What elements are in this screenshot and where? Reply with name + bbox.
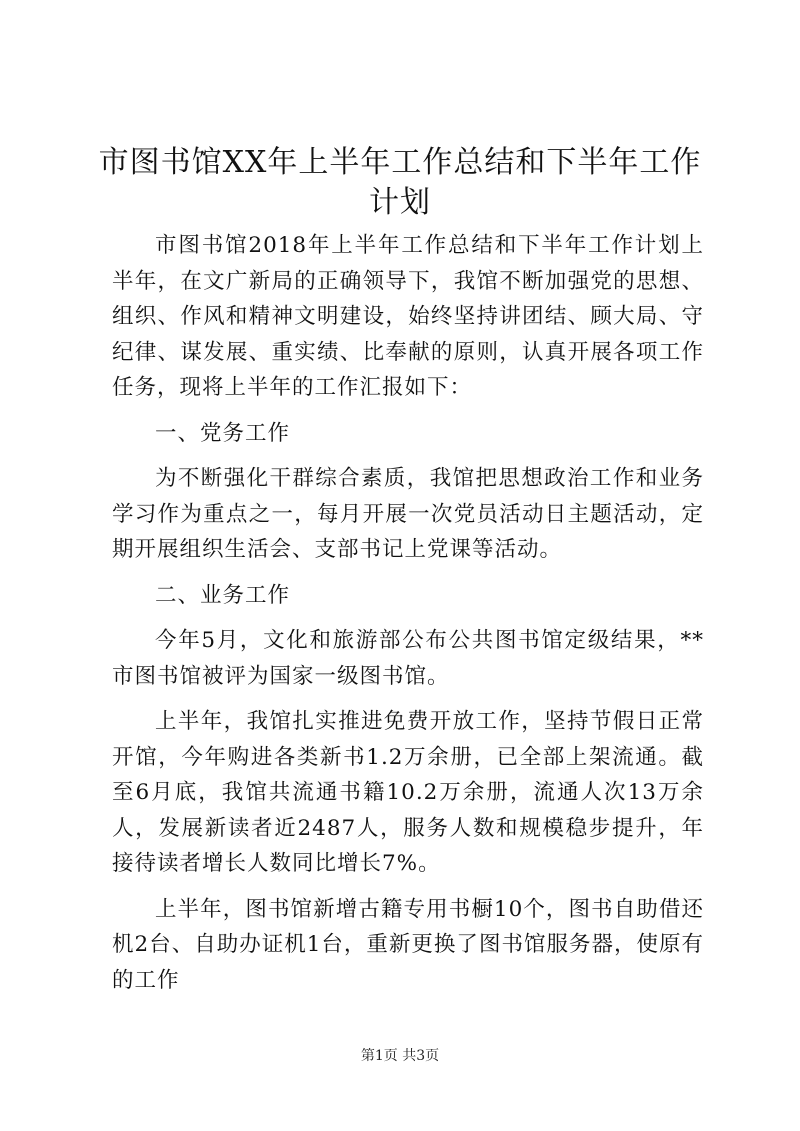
- document-body: [112, 228, 704, 1008]
- page-number-footer: 第1页 共3页: [360, 1048, 440, 1064]
- paragraph-free-opening: 上半年，我馆扎实推进免费开放工作，坚持节假日正常开馆，今年购进各类新书1.2万余册，已全部上架流通。截至6月底，我馆共流通书籍10.2万余册，流通人次13万余人，发展新读者近2487人，服务人数和规模稳步提升，年接待读者增长人数同比增长7%。: [112, 709, 704, 876]
- paragraph-library-rating: 今年5月，文化和旅游部公布公共图书馆定级结果，**市图书馆被评为国家一级图书馆。: [112, 628, 704, 689]
- document-title-line-1: 市图书馆XX年上半年工作总结和下半年工作: [98, 145, 702, 180]
- document-title-line-2: 计划: [369, 185, 431, 220]
- paragraph-intro: 市图书馆2018年上半年工作总结和下半年工作计划上半年，在文广新局的正确领导下，我馆不断加强党的思想、组织、作风和精神文明建设，始终坚持讲团结、顾大局、守纪律、谋发展、重实绩、比奉献的原则，认真开展各项工作任务，现将上半年的工作汇报如下：: [112, 233, 704, 400]
- section-heading-party-work: 一、党务工作: [155, 420, 291, 446]
- section-heading-business-work: 二、业务工作: [155, 582, 291, 608]
- paragraph-new-equipment: 上半年，图书馆新增古籍专用书橱10个，图书自助借还机2台、自助办证机1台，重新更换了图书馆服务器，使原有的工作: [112, 896, 704, 993]
- paragraph-party-work: 为不断强化干群综合素质，我馆把思想政治工作和业务学习作为重点之一，每月开展一次党员活动日主题活动，定期开展组织生活会、支部书记上党课等活动。: [112, 466, 704, 562]
